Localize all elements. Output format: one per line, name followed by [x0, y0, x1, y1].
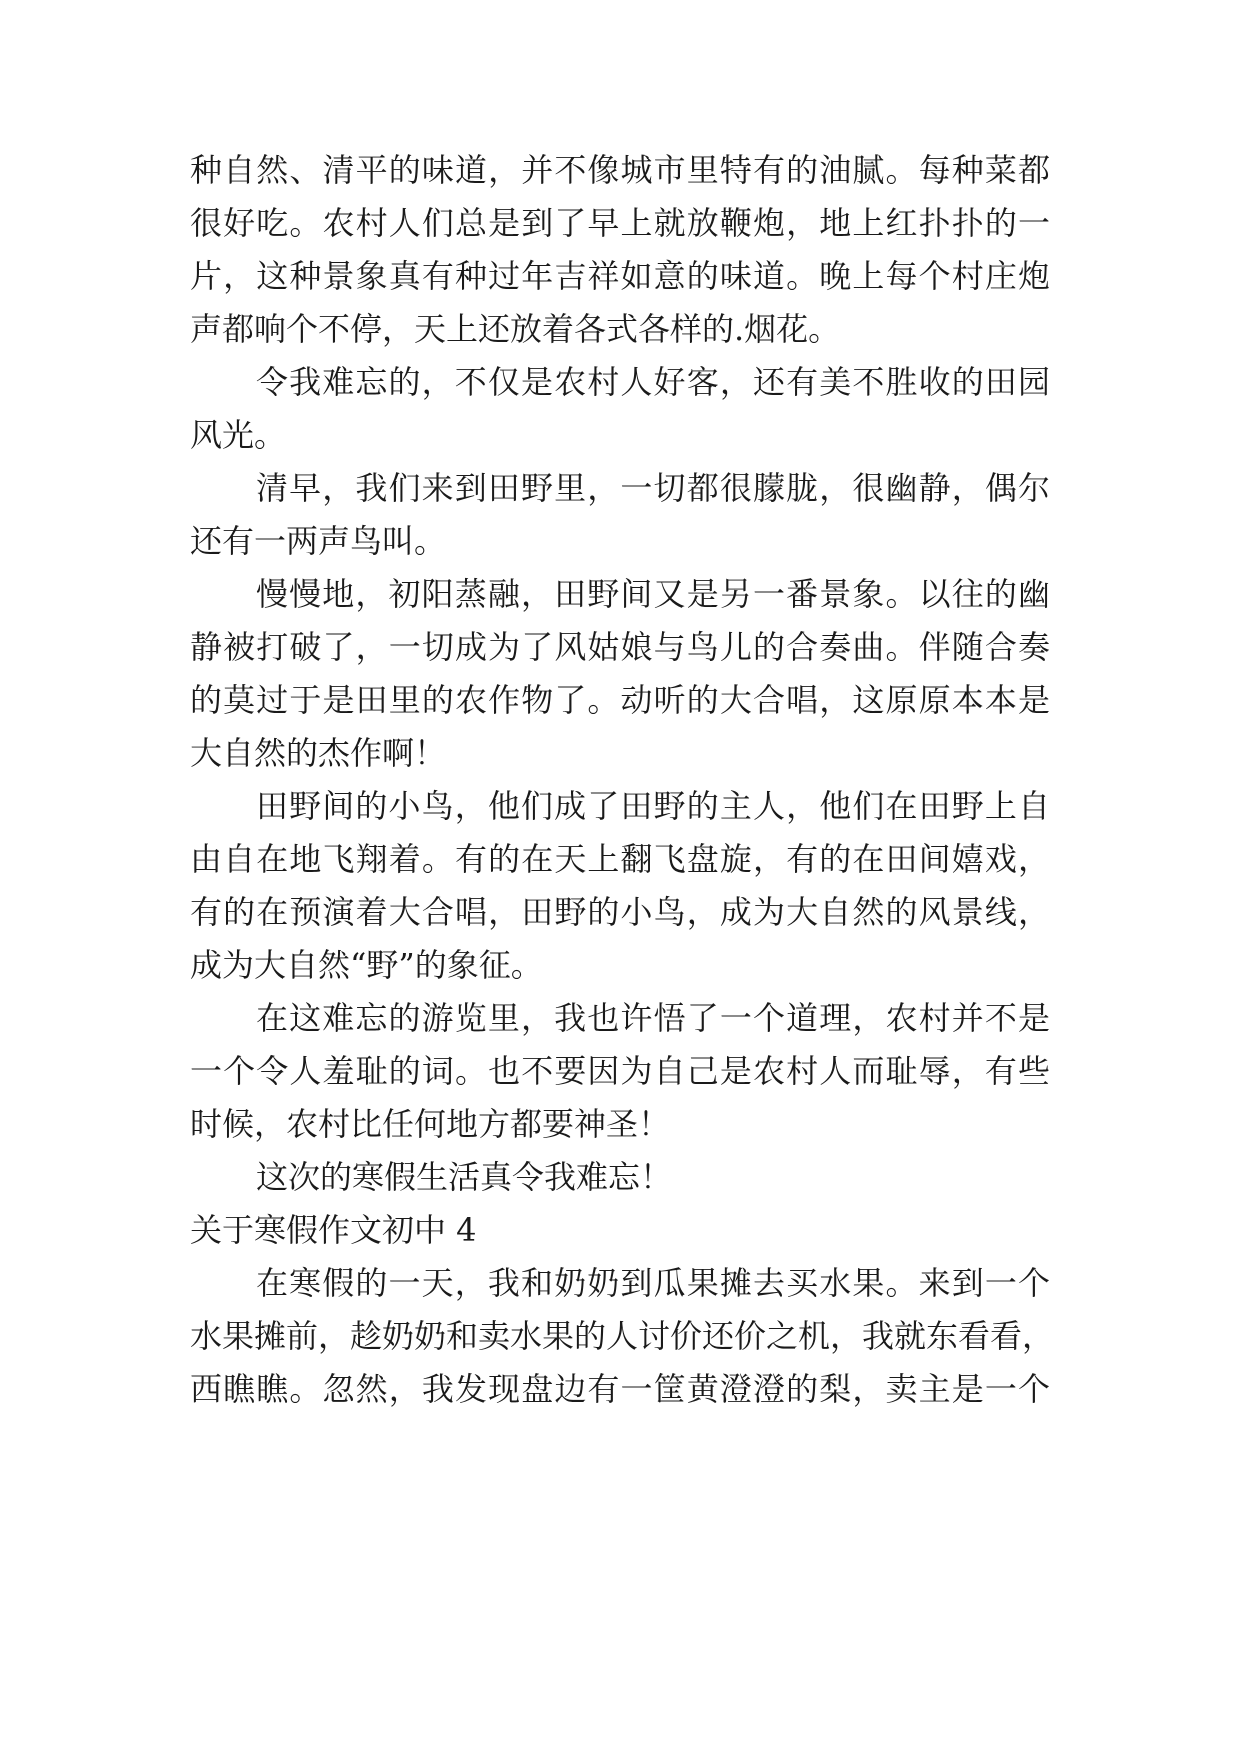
paragraph-line: 在寒假的一天，我和奶奶到瓜果摊去买水果。来到一个: [256, 1264, 1050, 1302]
paragraph-line: 清早，我们来到田野里，一切都很朦胧，很幽静，偶尔: [256, 469, 1050, 507]
paragraph-line: 还有一两声鸟叫。: [190, 522, 447, 560]
paragraph-line: 有的在预演着大合唱，田野的小鸟，成为大自然的风景线，: [190, 893, 1050, 931]
paragraph-line: 成为大自然“野”的象征。: [190, 946, 543, 984]
paragraph-line: 慢慢地，初阳蒸融，田野间又是另一番景象。以往的幽: [256, 575, 1050, 613]
paragraph-line: 种自然、清平的味道，并不像城市里特有的油腻。每种菜都: [190, 151, 1050, 189]
paragraph-line: 令我难忘的，不仅是农村人好客，还有美不胜收的田园: [256, 363, 1050, 401]
paragraph-line: 在这难忘的游览里，我也许悟了一个道理，农村并不是: [256, 999, 1050, 1037]
paragraph-line: 一个令人羞耻的词。也不要因为自己是农村人而耻辱，有些: [190, 1052, 1050, 1090]
paragraph-line: 片，这种景象真有种过年吉祥如意的味道。晚上每个村庄炮: [190, 257, 1050, 295]
paragraph-line: 风光。: [190, 416, 287, 454]
paragraph-line: 西瞧瞧。忽然，我发现盘边有一筐黄澄澄的梨，卖主是一个: [190, 1370, 1050, 1408]
section-heading: 关于寒假作文初中 4: [190, 1211, 477, 1249]
paragraph-line: 静被打破了，一切成为了风姑娘与鸟儿的合奏曲。伴随合奏: [190, 628, 1050, 666]
paragraph-line: 时候，农村比任何地方都要神圣！: [190, 1105, 671, 1143]
paragraph-line: 由自在地飞翔着。有的在天上翻飞盘旋，有的在田间嬉戏，: [190, 840, 1050, 878]
paragraph-line: 的莫过于是田里的农作物了。动听的大合唱，这原原本本是: [190, 681, 1050, 719]
paragraph-line: 水果摊前，趁奶奶和卖水果的人讨价还价之机，我就东看看，: [190, 1317, 1055, 1355]
paragraph-line: 田野间的小鸟，他们成了田野的主人，他们在田野上自: [256, 787, 1050, 825]
paragraph-line: 很好吃。农村人们总是到了早上就放鞭炮，地上红扑扑的一: [190, 204, 1050, 242]
paragraph-line: 大自然的杰作啊！: [190, 734, 447, 772]
paragraph-line: 声都响个不停，天上还放着各式各样的.烟花。: [190, 310, 841, 348]
paragraph-line: 这次的寒假生活真令我难忘！: [256, 1158, 673, 1196]
